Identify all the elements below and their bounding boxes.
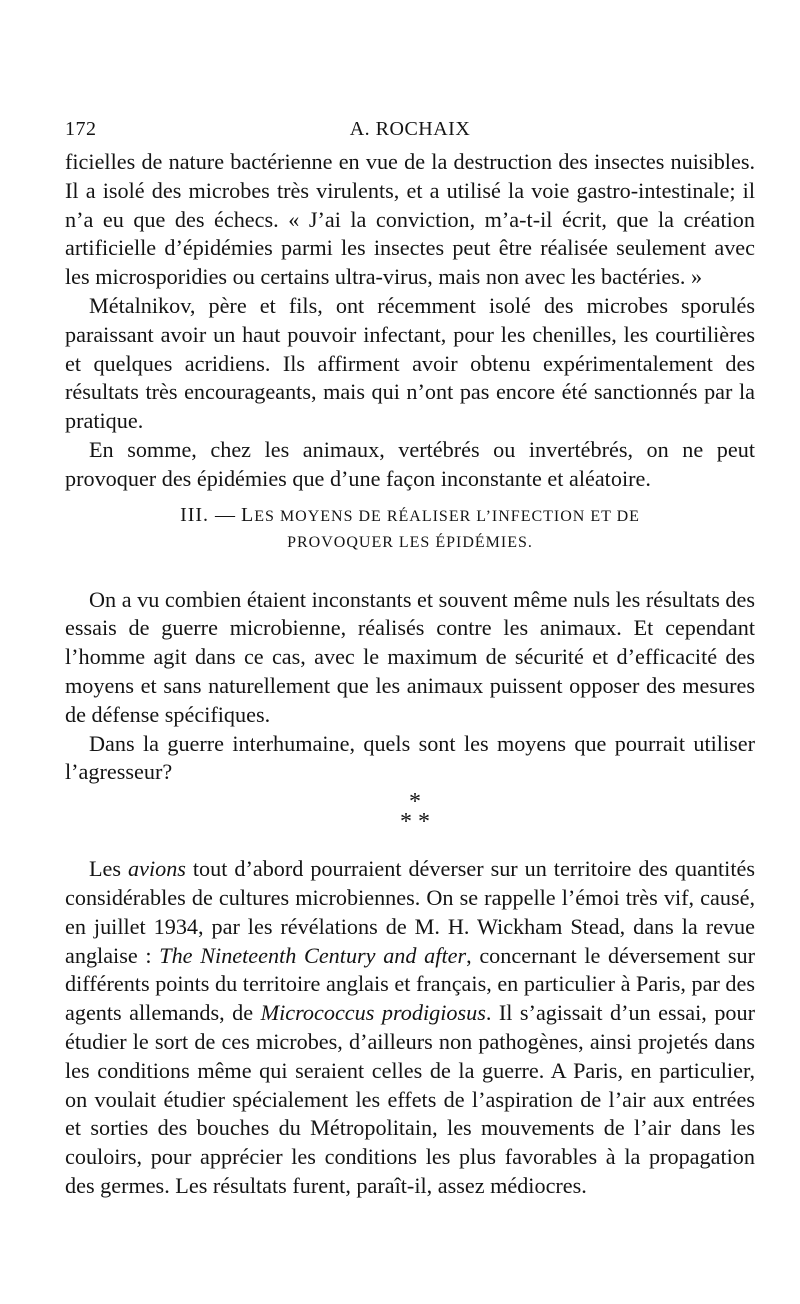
- section-title-rest: ES MOYENS DE RÉALISER L’INFECTION ET DE: [254, 507, 640, 525]
- text-segment: Les: [89, 856, 128, 882]
- asterism-bottom: * *: [400, 809, 430, 836]
- text-segment: . Il s’agissait d’un essai, pour étudier le sort de ces microbes, d’ailleurs non pathogènes, ainsi projetés dans les conditions même qui seraient celles de la guerre. A Paris, en particulier, on voulait étudier spécialement les effets de l’aspiration de l’air aux entrées et sorties des bouches du Métropolitain, les mouvements de l’air dans les couloirs, pour apprécier les conditions les plus favorables à la propagation des germes. Les résultats furent, paraît-il, assez médiocres.: [65, 1000, 755, 1198]
- section-heading-line-1: [65, 502, 755, 530]
- paragraph-summary: En somme, chez les animaux, vertébrés ou invertébrés, on ne peut provoquer des épidémies que d’une façon inconstante et aléatoire.: [65, 436, 755, 491]
- italic-avions: avions: [128, 856, 186, 882]
- running-title: A. ROCHAIX: [349, 118, 471, 140]
- paragraph-metalnikov: Métalnikov, père et fils, ont récemment isolé des microbes sporulés paraissant avoir un haut pouvoir infectant, pour les chenilles, les courtilières et quelques acridiens. Ils affirment avoir obtenu expérimentalement des résultats très encourageants, mais qui n’ont pas encore été sanctionnés par la pratique.: [65, 292, 755, 434]
- asterism-top: *: [409, 789, 421, 816]
- paragraph-inconstant-results: On a vu combien étaient inconstants et souvent même nuls les résultats des essais de guerre microbienne, réalisés contre les animaux. Et cependant l’homme agit dans ce cas, avec le maximum de sécurité et d’efficacité des moyens et sans naturellement que les animaux puissent opposer des mesures de défense spécifiques.: [65, 586, 755, 727]
- italic-species-name: Micrococcus prodigiosus: [260, 1000, 486, 1026]
- running-head: [65, 118, 755, 148]
- text-segment: tout d’abord pourraient déverser sur un territoire des quantités considérables de cultures microbiennes. On se rappelle l’émoi très vif, causé, en juillet 1934, par les révélations de M. H. Wickham Stead, dans la revue anglaise :: [65, 856, 755, 968]
- section-heading-line-2: PROVOQUER LES ÉPIDÉMIES.: [287, 533, 533, 551]
- paragraph-interhuman-war: Dans la guerre interhumaine, quels sont les moyens que pourrait utiliser l’agresseur?: [65, 730, 755, 785]
- paragraph-aircraft: [65, 855, 755, 1201]
- book-page: [65, 118, 755, 1201]
- page-number: 172: [65, 118, 97, 140]
- italic-journal-title: The Nineteenth Century and after: [159, 942, 467, 968]
- asterism: [65, 789, 755, 837]
- paragraph-insect-experiments: ficielles de nature bactérienne en vue de la destruction des insectes nuisibles. Il a isolé des microbes très virulents, et a utilisé la voie gastro-intestinale; il n’a eu que des échecs. « J’ai la conviction, m’a-t-il écrit, que la création artificielle d’épidémies parmi les insectes peut être réalisée seulement avec les microsporidies ou certains ultra-virus, mais non avec les bactéries. »: [65, 149, 755, 290]
- section-title-initial: L: [241, 503, 255, 526]
- section-heading: [65, 502, 755, 556]
- section-number: III. —: [180, 503, 237, 526]
- text-segment: , concernant le déversement sur différents points du territoire anglais et français, en particulier à Paris, par des agents allemands, de: [65, 942, 755, 1026]
